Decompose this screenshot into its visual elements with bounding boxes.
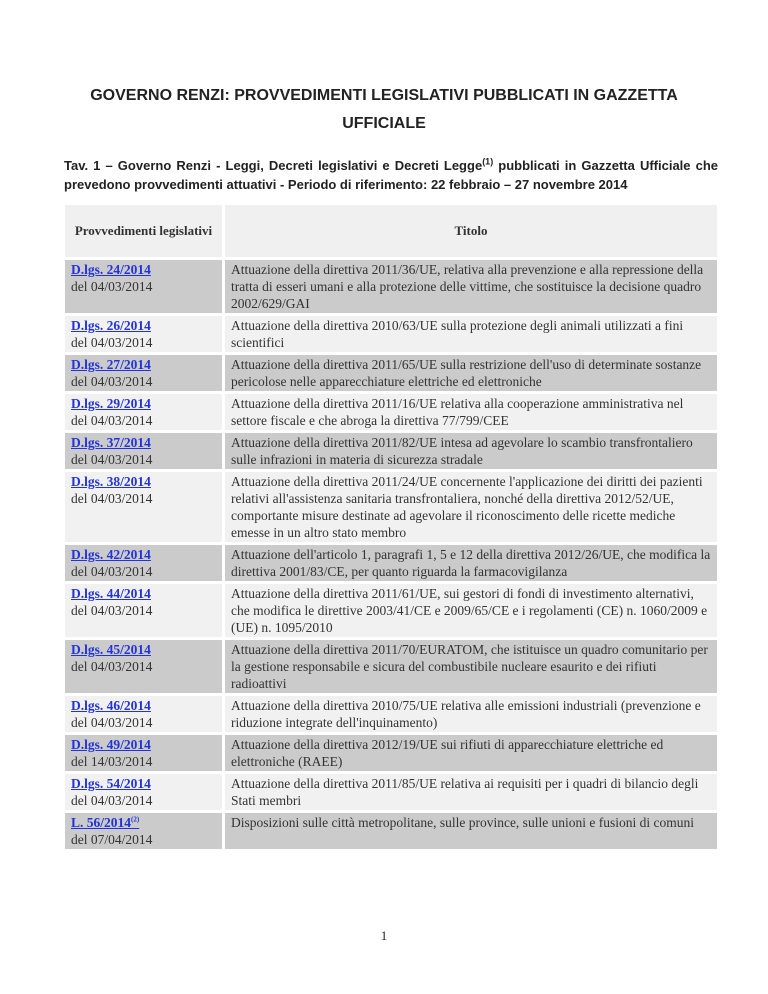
law-link[interactable] <box>71 262 151 277</box>
law-label: D.lgs. 26/2014 <box>71 318 151 333</box>
title-cell: Attuazione della direttiva 2010/75/UE relativa alle emissioni industriali (prevenzione e riduzione integrate dell'inquinamento) <box>225 696 717 732</box>
law-label: D.lgs. 37/2014 <box>71 435 151 450</box>
footnote-ref: (2) <box>131 815 140 824</box>
title-cell: Attuazione della direttiva 2011/24/UE concernente l'applicazione dei diritti dei pazienti relativi all'assistenza sanitaria transfrontaliera, nonché della direttiva 2012/52/UE, comportante misure destinate ad agevolare il riconoscimento delle ricette mediche emesse in un altro stato membro <box>225 472 717 542</box>
law-link[interactable] <box>71 737 151 752</box>
table-row <box>65 433 717 469</box>
law-date: del 04/03/2014 <box>71 279 153 294</box>
document-title: GOVERNO RENZI: PROVVEDIMENTI LEGISLATIVI PUBBLICATI IN GAZZETTA UFFICIALE <box>90 87 678 132</box>
table-row <box>65 774 717 810</box>
law-label: D.lgs. 29/2014 <box>71 396 151 411</box>
law-date: del 04/03/2014 <box>71 715 153 730</box>
footnote-ref: (1) <box>482 156 494 167</box>
law-label: D.lgs. 46/2014 <box>71 698 151 713</box>
law-cell <box>65 774 222 810</box>
table-row <box>65 316 717 352</box>
law-cell <box>65 394 222 430</box>
law-cell <box>65 640 222 693</box>
law-date: del 14/03/2014 <box>71 754 153 769</box>
law-label: D.lgs. 44/2014 <box>71 586 151 601</box>
law-cell <box>65 584 222 637</box>
law-label: D.lgs. 54/2014 <box>71 776 151 791</box>
table-caption <box>64 156 718 194</box>
law-link[interactable] <box>71 586 151 601</box>
law-label: D.lgs. 42/2014 <box>71 547 151 562</box>
law-date: del 04/03/2014 <box>71 491 153 506</box>
table-row <box>65 545 717 581</box>
table-row <box>65 355 717 391</box>
law-date: del 04/03/2014 <box>71 452 153 467</box>
law-label: D.lgs. 24/2014 <box>71 262 151 277</box>
law-date: del 04/03/2014 <box>71 413 153 428</box>
table-row <box>65 394 717 430</box>
title-cell: Attuazione della direttiva 2011/16/UE relativa alla cooperazione amministrativa nel settore fiscale e che abroga la direttiva 77/799/CEE <box>225 394 717 430</box>
law-link[interactable] <box>71 547 151 562</box>
title-cell: Disposizioni sulle città metropolitane, sulle province, sulle unioni e fusioni di comuni <box>225 813 717 849</box>
caption-text: Tav. 1 – Governo Renzi - Leggi, Decreti legislativi e Decreti Legge <box>64 158 483 173</box>
page-number: 1 <box>380 928 388 943</box>
table-row <box>65 640 717 693</box>
law-link[interactable] <box>71 776 151 791</box>
law-link[interactable] <box>71 642 151 657</box>
table-row <box>65 472 717 542</box>
table-row <box>65 813 717 849</box>
law-link[interactable] <box>71 357 151 372</box>
title-cell: Attuazione della direttiva 2011/82/UE intesa ad agevolare lo scambio transfrontaliero sulle infrazioni in materia di sicurezza stradale <box>225 433 717 469</box>
title-cell: Attuazione della direttiva 2010/63/UE sulla protezione degli animali utilizzati a fini scientifici <box>225 316 717 352</box>
law-link[interactable] <box>71 698 151 713</box>
law-cell <box>65 355 222 391</box>
table-row <box>65 584 717 637</box>
law-date: del 04/03/2014 <box>71 659 153 674</box>
law-date: del 04/03/2014 <box>71 793 153 808</box>
title-cell: Attuazione dell'articolo 1, paragrafi 1, 5 e 12 della direttiva 2012/26/UE, che modifica la direttiva 2001/83/CE, per quanto riguarda la farmacovigilanza <box>225 545 717 581</box>
law-link[interactable] <box>71 396 151 411</box>
law-label: D.lgs. 27/2014 <box>71 357 151 372</box>
law-cell <box>65 316 222 352</box>
table-row <box>65 260 717 313</box>
law-label: D.lgs. 38/2014 <box>71 474 151 489</box>
law-label: D.lgs. 45/2014 <box>71 642 151 657</box>
law-cell <box>65 813 222 849</box>
law-date: del 04/03/2014 <box>71 335 153 350</box>
law-cell <box>65 433 222 469</box>
legislation-table <box>62 202 720 852</box>
table-row <box>65 696 717 732</box>
law-link[interactable] <box>71 474 151 489</box>
law-label: D.lgs. 49/2014 <box>71 737 151 752</box>
caption-text-rest: pubblicati in Gazzetta Ufficiale che prevedono provvedimenti attuativi - Periodo di riferimento: 22 febbraio – 27 novembre 2014 <box>64 158 719 192</box>
law-cell <box>65 472 222 542</box>
law-label: L. 56/2014 <box>71 815 132 830</box>
law-cell <box>65 545 222 581</box>
header-provvedimenti: Provvedimenti legislativi <box>65 205 222 257</box>
title-cell: Attuazione della direttiva 2011/36/UE, relativa alla prevenzione e alla repressione della tratta di esseri umani e alla protezione delle vittime, che sostituisce la decisione quadro 2002/629/GAI <box>225 260 717 313</box>
law-date: del 04/03/2014 <box>71 564 153 579</box>
header-titolo: Titolo <box>225 205 717 257</box>
title-cell: Attuazione della direttiva 2011/85/UE relativa ai requisiti per i quadri di bilancio degli Stati membri <box>225 774 717 810</box>
law-link[interactable] <box>71 435 151 450</box>
law-cell <box>65 260 222 313</box>
law-cell <box>65 735 222 771</box>
law-date: del 07/04/2014 <box>71 832 153 847</box>
law-cell <box>65 696 222 732</box>
title-cell: Attuazione della direttiva 2012/19/UE sui rifiuti di apparecchiature elettriche ed elettroniche (RAEE) <box>225 735 717 771</box>
title-cell: Attuazione della direttiva 2011/65/UE sulla restrizione dell'uso di determinate sostanze pericolose nelle apparecchiature elettriche ed elettroniche <box>225 355 717 391</box>
law-link[interactable] <box>71 318 151 333</box>
title-cell: Attuazione della direttiva 2011/61/UE, sui gestori di fondi di investimento alternativi, che modifica le direttive 2003/41/CE e 2009/65/CE e i regolamenti (CE) n. 1060/2009 e (UE) n. 1095/2010 <box>225 584 717 637</box>
law-date: del 04/03/2014 <box>71 374 153 389</box>
law-date: del 04/03/2014 <box>71 603 153 618</box>
table-row <box>65 735 717 771</box>
title-cell: Attuazione della direttiva 2011/70/EURATOM, che istituisce un quadro comunitario per la gestione responsabile e sicura del combustibile nucleare esaurito e dei rifiuti radioattivi <box>225 640 717 693</box>
law-link[interactable] <box>71 815 139 830</box>
